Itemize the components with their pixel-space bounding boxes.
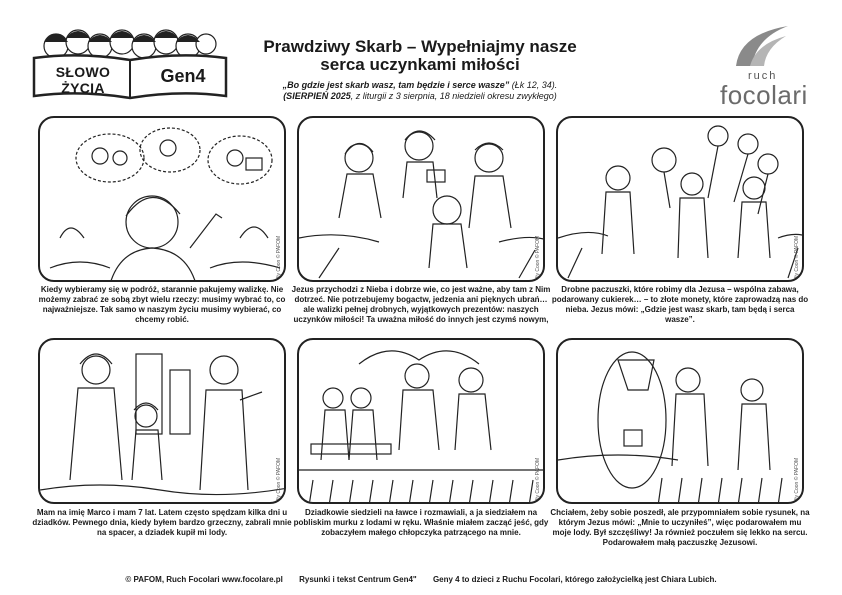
comic-panel-1 bbox=[38, 116, 286, 282]
panel-5-caption: Dziadkowie siedzieli na ławce i rozmawiali, a ja siedziałem na pobliskim murku z lodami w ręku. Właśnie miałem zacząć jeść, gdy zobaczyłem małego chłopczyka patrzącego na mnie. bbox=[293, 508, 549, 537]
panel-5-drawing bbox=[299, 340, 545, 504]
brand-focolari: focolari bbox=[720, 80, 808, 110]
panel-2-credit: Ily Coon © PAFOM bbox=[535, 235, 541, 278]
subtitle-rest: , z liturgii z 3 sierpnia, 18 niedzieli okresu zwykłego) bbox=[350, 91, 557, 101]
panel-6-drawing bbox=[558, 340, 804, 504]
comic-panel-5 bbox=[297, 338, 545, 504]
page-footer bbox=[20, 575, 822, 584]
slowo-zycia-label: SŁOWO ŻYCIA bbox=[55, 64, 111, 96]
quote-text: „Bo gdzie jest skarb wasz, tam będzie i serce wasze” bbox=[282, 80, 510, 90]
footer-gen4-note: Geny 4 to dzieci z Ruchu Focolari, którego założycielką jest Chiara Lubich. bbox=[432, 575, 717, 584]
focolari-swoosh-icon bbox=[730, 22, 790, 68]
comic-panel-4 bbox=[38, 338, 286, 504]
panel-3-credit: Ily Coon © PAFOM bbox=[794, 235, 800, 278]
open-book-logo bbox=[30, 52, 230, 102]
quote-reference: (Łk 12, 34). bbox=[511, 80, 558, 90]
footer-drawings-credit: Rysunki i tekst Centrum Gen4" bbox=[299, 575, 417, 584]
comic-panel-6 bbox=[556, 338, 804, 504]
panel-5-credit: Ily Coon © PAFOM bbox=[535, 457, 541, 500]
panel-3-drawing bbox=[558, 118, 804, 282]
footer-copyright: © PAFOM, Ruch Focolari www.focolare.pl bbox=[125, 575, 283, 584]
panel-4-drawing bbox=[40, 340, 286, 504]
panel-3-caption: Drobne paczuszki, które robimy dla Jezusa – wspólna zabawa, podarowany cukierek… – to złote monety, które zaprowadzą nas do nieba. Jezus mówi: „Gdzie jest wasz skarb, tam będą i serca wasze”. bbox=[551, 285, 809, 324]
panel-1-drawing bbox=[40, 118, 286, 282]
panel-2-drawing bbox=[299, 118, 545, 282]
comic-panel-2 bbox=[297, 116, 545, 282]
panel-4-credit: Ily Coon © PAFOM bbox=[276, 457, 282, 500]
page-title: Prawdziwy Skarb – Wypełniajmy nasze serca uczynkami miłości bbox=[263, 37, 577, 74]
panel-6-credit: Ily Coon © PAFOM bbox=[794, 457, 800, 500]
panel-4-caption: Mam na imię Marco i mam 7 lat. Latem często spędzam kilka dni u dziadków. Pewnego dnia, kiedy byłem bardzo grzeczny, zabrali mnie na spacer, a dziadek kupił mi lody. bbox=[32, 508, 292, 537]
panel-6-caption: Chciałem, żeby sobie poszedł, ale przypomniałem sobie rysunek, na którym Jezus mówi: „Mnie to uczyniłeś”, więc podarowałem mu moje lody. Był szczęśliwy! Ja również poczułem się lekko na sercu. Podarowałem małą paczuszkę Jezusowi. bbox=[550, 508, 810, 547]
panel-2-caption: Jezus przychodzi z Nieba i dobrze wie, co jest ważne, aby tam z Nim dotrzeć. Nie potrzebujemy bogactw, jedzenia ani pięknych ubrań… ale walizki pełnej drobnych, wyjątkowych prezentów: naszych uczynków miłości! Ta uważna miłość do innych jest czymś nowym, bbox=[291, 285, 551, 324]
subtitle bbox=[283, 91, 557, 101]
panel-1-credit: Ily Coon © PAFOM bbox=[276, 235, 282, 278]
subtitle-month: (SIERPIEŃ 2025 bbox=[283, 91, 351, 101]
bible-quote bbox=[250, 80, 590, 102]
panel-1-caption: Kiedy wybieramy się w podróż, starannie pakujemy walizkę. Nie możemy zabrać ze sobą zbyt wielu rzeczy: musimy wybrać to, co najważniejsze. Tak samo w naszym życiu musimy wybierać, co chcemy robić. bbox=[38, 285, 286, 324]
brand-ruch: ruch bbox=[748, 70, 778, 82]
gen4-label: Gen4 bbox=[160, 66, 206, 86]
comic-panel-3 bbox=[556, 116, 804, 282]
